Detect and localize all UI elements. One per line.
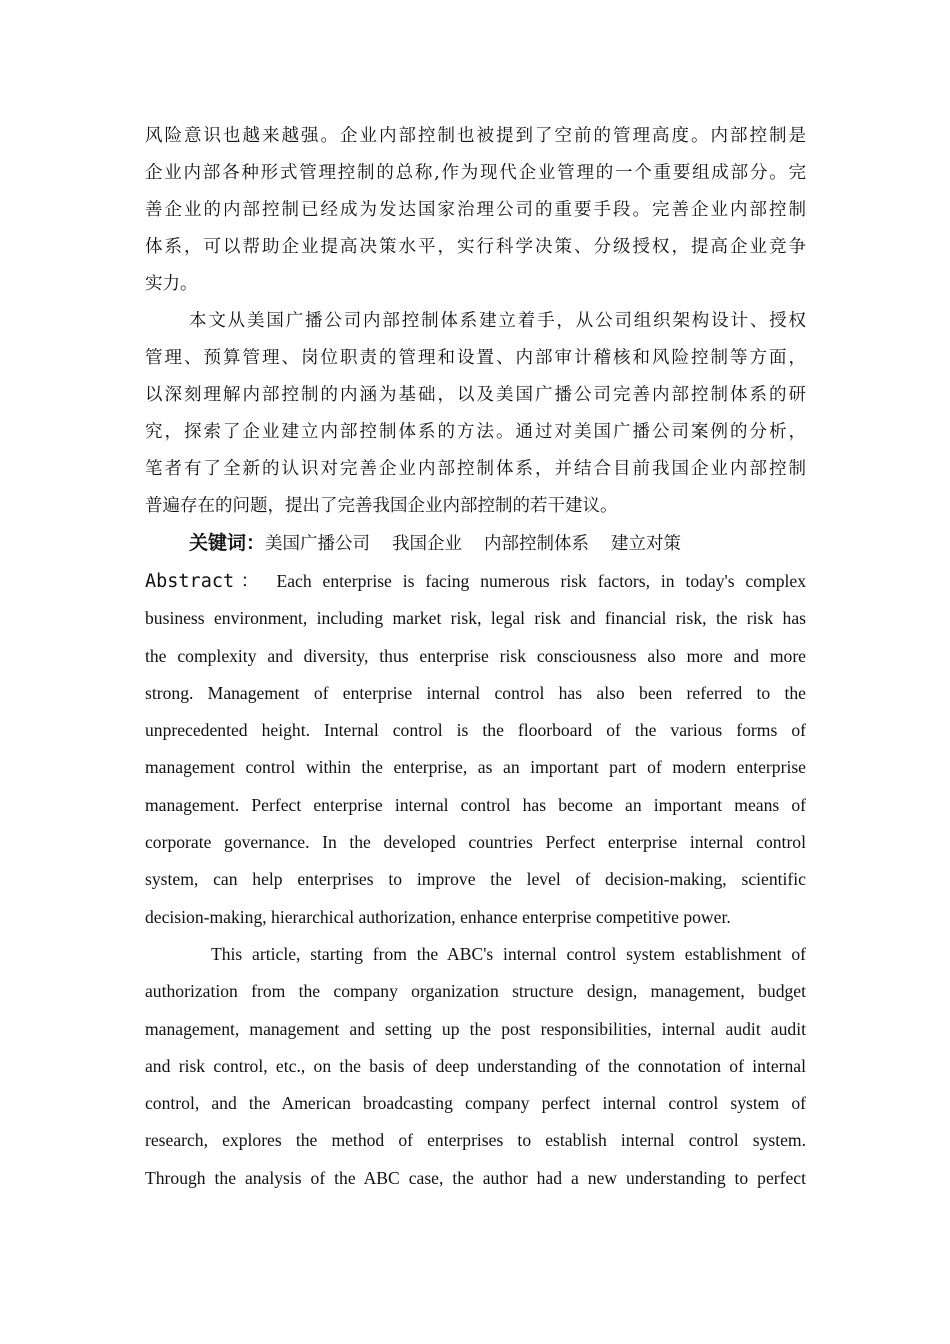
text-line: 笔者有了全新的认识对完善企业内部控制体系，并结合目前我国企业内部控制	[145, 459, 806, 479]
abstract-paragraph-1	[145, 563, 806, 936]
text-line: This article, starting from the ABC's internal control system establishment of	[211, 943, 806, 964]
text-line: corporate governance. In the developed countries Perfect enterprise internal control	[145, 832, 806, 853]
text-line: 本文从美国广播公司内部控制体系建立着手，从公司组织架构设计、授权	[189, 311, 806, 331]
abstract-paragraph-2	[145, 936, 806, 1197]
text-line: 企业内部各种形式管理控制的总称,作为现代企业管理的一个重要组成部分。完	[145, 163, 806, 183]
text-line: unprecedented height. Internal control is the floorboard of the various forms of	[145, 720, 806, 741]
text-line: Through the analysis of the ABC case, the author had a new understanding to perfect	[145, 1167, 806, 1188]
text-line: 风险意识也越来越强。企业内部控制也被提到了空前的管理高度。内部控制是	[145, 126, 806, 146]
text-line: authorization from the company organization structure design, management, budget	[145, 981, 806, 1002]
text-line: management, management and setting up the post responsibilities, internal audit audit	[145, 1018, 806, 1039]
keywords-label: 关键词：	[189, 532, 266, 554]
text-line: management. Perfect enterprise internal control has become an important means of	[145, 794, 806, 815]
abstract-first-line: Each enterprise is facing numerous risk factors, in today's complex	[276, 571, 807, 591]
text-line: decision-making, hierarchical authorization, enhance enterprise competitive power.	[145, 906, 731, 927]
cn-paragraph-1	[145, 118, 806, 303]
text-line: management control within the enterprise, as an important part of modern enterprise	[145, 757, 806, 778]
keyword: 我国企业	[392, 534, 463, 554]
abstract-label: Abstract：	[145, 571, 266, 592]
text-line: 普遍存在的问题，提出了完善我国企业内部控制的若干建议。	[145, 496, 618, 516]
text-line: 管理、预算管理、岗位职责的管理和设置、内部审计稽核和风险控制等方面，	[145, 348, 806, 368]
text-line	[145, 563, 806, 600]
text-line: strong. Management of enterprise internal control has also been referred to the	[145, 682, 806, 703]
keywords-line	[145, 525, 806, 563]
keyword: 美国广播公司	[265, 534, 371, 554]
text-line: 以深刻理解内部控制的内涵为基础，以及美国广播公司完善内部控制体系的研	[145, 385, 806, 405]
keyword: 内部控制体系	[484, 534, 590, 554]
text-line: the complexity and diversity, thus enterprise risk consciousness also more and more	[145, 645, 806, 666]
text-line: research, explores the method of enterprises to establish internal control system.	[145, 1130, 806, 1151]
keyword: 建立对策	[611, 534, 682, 554]
cn-paragraph-2	[145, 303, 806, 525]
text-line: 实力。	[145, 274, 198, 294]
text-line: and risk control, etc., on the basis of deep understanding of the connotation of internal	[145, 1055, 806, 1076]
text-line: 体系，可以帮助企业提高决策水平，实行科学决策、分级授权，提高企业竞争	[145, 237, 806, 257]
text-line: control, and the American broadcasting company perfect internal control system of	[145, 1093, 806, 1114]
document-page	[145, 118, 806, 1197]
text-line: 究，探索了企业建立内部控制体系的方法。通过对美国广播公司案例的分析，	[145, 422, 806, 442]
text-line: business environment, including market risk, legal risk and financial risk, the risk has	[145, 608, 806, 629]
text-line: system, can help enterprises to improve the level of decision-making, scientific	[145, 869, 806, 890]
text-line: 善企业的内部控制已经成为发达国家治理公司的重要手段。完善企业内部控制	[145, 200, 806, 220]
